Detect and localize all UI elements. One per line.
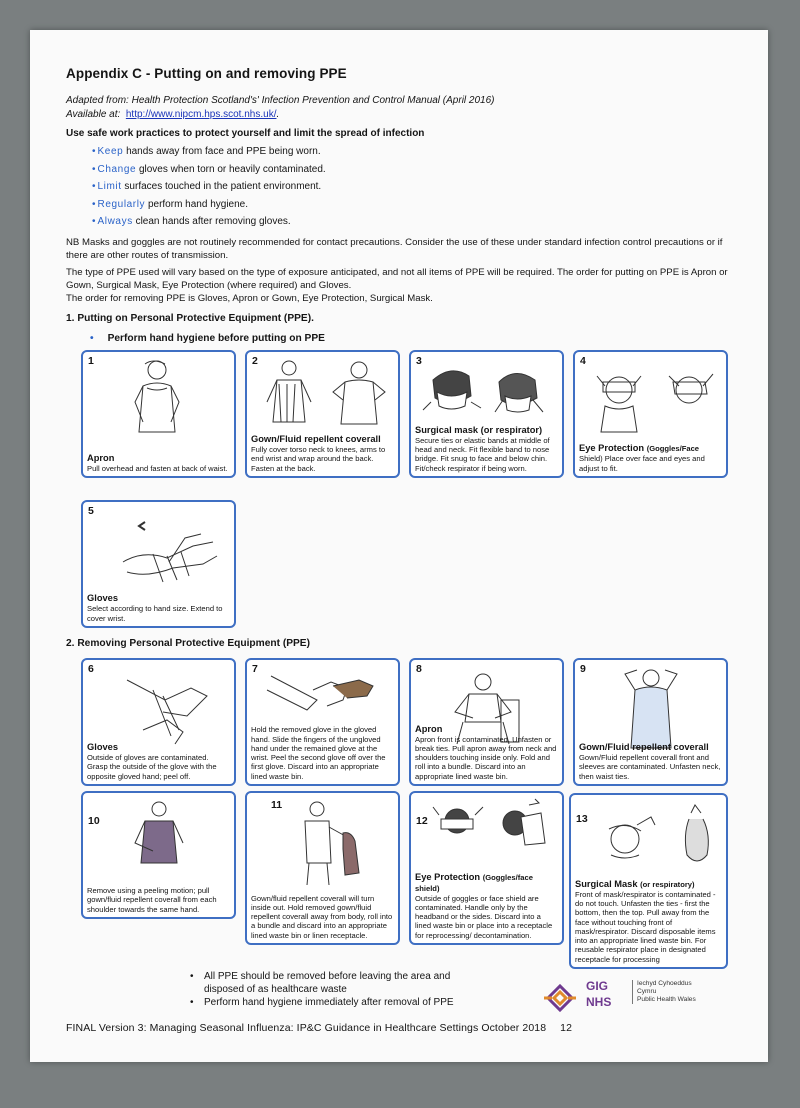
step-title <box>579 443 722 454</box>
safe-practices-list <box>92 146 326 234</box>
nb-paragraph: NB Masks and goggles are not routinely recommended for contact precautions. Consider the use of these under standard infection control precautions or if there are other routes of transmission. <box>66 237 723 261</box>
step-card-eye-protection-on <box>573 350 728 478</box>
practice-keyword: Limit <box>97 181 122 192</box>
step-title-note: (Goggles/face shield) <box>415 872 533 893</box>
document-page <box>30 30 768 1062</box>
step-number: 8 <box>416 663 422 675</box>
step-title: Gloves <box>87 742 119 753</box>
step-card-gloves-discard <box>245 658 400 786</box>
practice-text: surfaces touched in the patient environment. <box>124 181 322 192</box>
step-title-main: Eye Protection <box>415 871 481 882</box>
step-number: 7 <box>252 663 258 675</box>
step-description <box>415 872 558 940</box>
footer-text: FINAL Version 3: Managing Seasonal Influenza: IP&C Guidance in Healthcare Settings October 2018 <box>66 1022 547 1034</box>
section-heading-putting-on: 1. Putting on Personal Protective Equipment (PPE). <box>66 313 314 324</box>
step-description <box>579 742 722 781</box>
step-description <box>251 725 394 781</box>
step-title: Gloves <box>87 593 119 604</box>
step-number: 12 <box>416 815 428 827</box>
step-description <box>87 453 230 473</box>
logo-gig: GIG <box>586 979 609 993</box>
step-title-main: Surgical Mask <box>575 878 638 889</box>
page-number: 12 <box>560 1022 573 1034</box>
removal-reminders <box>190 970 490 1009</box>
dragon-emblem-icon <box>540 978 580 1018</box>
step-description <box>579 443 722 473</box>
step-text: Front of mask/respirator is contaminated - do not touch. Unfasten the ties - first the bottom, then the top. Pull away from the face without touching front of mask/respirator. Discard disposable items into an appropriate lined waste bin. For reusable respirator place in designated receptacle for processing <box>575 889 716 964</box>
step-text: Gown/Fluid repellent coverall front and sleeves are contaminated. Unfasten neck, then waist ties. <box>579 753 721 781</box>
step-text: Outside of gloves are contaminated. Grasp the outside of the glove with the opposite gloved hand; peel off. <box>87 753 217 781</box>
logo-names <box>632 980 710 1004</box>
step-description <box>87 593 230 623</box>
step-card-gown-discard <box>245 791 400 945</box>
order-removing: The order for removing PPE is Gloves, Apron or Gown, Eye Protection, Surgical Mask. <box>66 293 433 304</box>
practice-text: gloves when torn or heavily contaminated. <box>138 163 326 175</box>
step-number: 6 <box>88 663 94 675</box>
step-card-gloves-off <box>81 658 236 786</box>
logo-nhs: NHS <box>586 995 612 1009</box>
step-card-gown-peel <box>81 791 236 919</box>
step-title <box>415 872 558 894</box>
step-card-gloves-on <box>81 500 236 628</box>
step-number: 4 <box>580 355 586 367</box>
practice-keyword: Change <box>97 163 137 175</box>
step-title-note: (or respiratory) <box>640 879 695 889</box>
source-line: Adapted from: Health Protection Scotland's' Infection Prevention and Control Manual (April 2016) <box>66 95 495 106</box>
logo-welsh-name: Iechyd Cyhoeddus Cymru <box>637 980 692 995</box>
step-number: 1 <box>88 355 94 367</box>
step-title-note: (Goggles/Face <box>646 444 700 454</box>
step-title: Gown/Fluid repellent coverall <box>251 434 381 445</box>
step-text: Outside of goggles or face shield are contaminated. Handle only by the headband or the sides. Discard into a lined waste bin or place into a receptacle for reprocessing/ decontamination. <box>415 893 553 940</box>
list-item: • Regularly perform hand hygiene. <box>92 198 249 210</box>
step-text: Gown/fluid repellent coverall will turn inside out. Hold removed gown/fluid repellent coverall away from body, roll into a bundle and discard into an appropriate lined waste bin or linen receptacle. <box>251 893 393 940</box>
safe-practices-heading: Use safe work practices to protect yourself and limit the spread of infection <box>66 128 425 139</box>
step-card-gown-untie <box>573 658 728 786</box>
step-number: 10 <box>88 815 100 827</box>
step-number: 2 <box>252 355 258 367</box>
step-title: Apron <box>415 723 443 734</box>
hand-hygiene-note: • Perform hand hygiene before putting on PPE <box>90 333 325 344</box>
step-text: Apron front is contaminated. Unfasten or break ties. Pull apron away from neck and shoulders touching inside only. Fold and roll into a bundle. Discard into an appropriate lined waste bin. <box>415 734 557 781</box>
hand-hygiene-text: Perform hand hygiene before putting on PPE <box>107 333 325 344</box>
practice-text: perform hand hygiene. <box>147 198 249 210</box>
step-title-main: Eye Protection <box>579 443 645 454</box>
step-text: Fully cover torso neck to knees, arms to end wrist and wrap around the back. Fasten at the back. <box>251 445 386 473</box>
public-health-wales-logo <box>540 978 710 1018</box>
step-card-gown-on <box>245 350 400 478</box>
step-card-apron-off <box>409 658 564 786</box>
step-number: 5 <box>88 505 94 517</box>
practice-keyword: Keep <box>97 146 124 157</box>
practice-keyword: Always <box>97 216 133 227</box>
step-description <box>87 886 230 914</box>
list-item: • Keep hands away from face and PPE being worn. <box>92 146 321 157</box>
source-note <box>66 94 495 122</box>
step-description <box>415 724 558 781</box>
list-item: • Perform hand hygiene immediately after removal of PPE <box>190 996 490 1009</box>
step-title: Gown/Fluid repellent coverall <box>579 742 709 753</box>
order-paragraph <box>66 266 736 305</box>
step-text: Shield) Place over face and eyes and adjust to fit. <box>579 454 705 473</box>
page-footer <box>66 1022 572 1034</box>
step-text: Secure ties or elastic bands at middle of head and neck. Fit flexible band to nose bridge. Fit snug to face and below chin. Fit/check respirator if being worn. <box>415 435 550 473</box>
practice-text: clean hands after removing gloves. <box>135 216 291 227</box>
logo-english-name: Public Health Wales <box>637 996 696 1003</box>
list-item: • Limit surfaces touched in the patient environment. <box>92 181 322 192</box>
step-text: Remove using a peeling motion; pull gown/fluid repellent coverall from each shoulder towards the same hand. <box>87 886 217 914</box>
step-text: Pull overhead and fasten at back of waist. <box>87 463 228 473</box>
practice-text: hands away from face and PPE being worn. <box>126 146 321 157</box>
step-description <box>251 894 394 940</box>
step-description <box>251 434 394 473</box>
step-card-mask-off <box>569 793 728 969</box>
step-number: 3 <box>416 355 422 367</box>
step-number: 11 <box>271 799 283 811</box>
step-description <box>87 742 230 781</box>
availability-label: Available at: <box>66 109 121 120</box>
step-card-eye-protection-off <box>409 791 564 945</box>
list-item: • Change gloves when torn or heavily contaminated. <box>92 163 326 175</box>
step-title: Apron <box>87 452 115 463</box>
list-item: • All PPE should be removed before leaving the area and disposed of as healthcare waste <box>190 970 490 996</box>
source-availability <box>66 108 495 122</box>
page-title: Appendix C - Putting on and removing PPE <box>66 66 347 81</box>
order-putting-on: The type of PPE used will vary based on the type of exposure anticipated, and not all items of PPE will be required. The order for putting on PPE is Apron or Gown, Surgical Mask, Eye Protection (where required) and Gloves. <box>66 267 728 291</box>
source-link[interactable]: http://www.nipcm.hps.scot.nhs.uk/ <box>125 109 277 120</box>
section-heading-removing: 2. Removing Personal Protective Equipment (PPE) <box>66 638 310 649</box>
link-suffix: . <box>276 109 280 120</box>
practice-keyword: Regularly <box>97 198 146 210</box>
step-number: 9 <box>580 663 586 675</box>
list-item: • Always clean hands after removing gloves. <box>92 216 291 227</box>
step-text: Hold the removed glove in the gloved hand. Slide the fingers of the ungloved hand under the remained glove at the wrist. Peel the second glove off over the first glove. Discard into an appropriate lined waste bin. <box>251 725 386 781</box>
step-title: Surgical mask (or respirator) <box>415 424 543 435</box>
step-description <box>575 879 722 964</box>
step-number: 13 <box>576 813 588 825</box>
step-description <box>415 425 558 473</box>
step-card-mask-on <box>409 350 564 478</box>
step-card-apron-on <box>81 350 236 478</box>
step-title <box>575 879 722 890</box>
step-text: Select according to hand size. Extend to cover wrist. <box>87 604 223 623</box>
